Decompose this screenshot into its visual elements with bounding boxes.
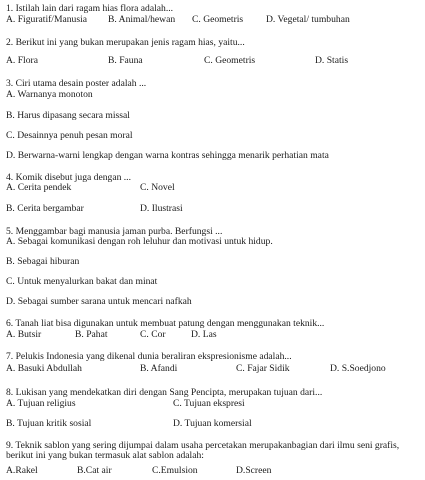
- q8-option-a: A. Tujuan religius: [6, 398, 76, 409]
- question-9: 9. Teknik sablon yang sering dijumpai dalam usaha percetakan merupakanbagian dari ilmu seni grafis, berikut ini yang bukan termasuk alat sablon adalah:: [6, 440, 400, 461]
- q7-option-d: D. S.Soedjono: [330, 363, 386, 374]
- q8-option-c: C. Tujuan ekspresi: [173, 398, 245, 409]
- question-6: 6. Tanah liat bisa digunakan untuk membuat patung dengan menggunakan teknik...: [6, 318, 325, 329]
- q9-option-a: A.Rakel: [6, 465, 38, 476]
- q8-option-d: D. Tujuan komersial: [173, 418, 252, 429]
- q4-option-c: C. Novel: [140, 182, 175, 193]
- q9-option-b: B.Cat air: [77, 465, 112, 476]
- q5-option-d: D. Sebagai sumber sarana untuk mencari nafkah: [6, 296, 192, 307]
- question-3: 3. Ciri utama desain poster adalah ...: [6, 78, 147, 89]
- q6-option-a: A. Butsir: [6, 329, 42, 340]
- q6-option-c: C. Cor: [140, 329, 166, 340]
- q1-option-a: A. Figuratif/Manusia: [6, 14, 88, 25]
- q1-option-d: D. Vegetal/ tumbuhan: [266, 14, 350, 25]
- question-7: 7. Pelukis Indonesia yang dikenal dunia beraliran ekspresionisme adalah...: [6, 351, 292, 362]
- q6-option-b: B. Pahat: [75, 329, 108, 340]
- question-5: 5. Menggambar bagi manusia jaman purba. Berfungsi ...: [6, 226, 223, 237]
- q1-option-c: C. Geometris: [192, 14, 244, 25]
- q9-option-c: C.Emulsion: [152, 465, 198, 476]
- q6-option-d: D. Las: [191, 329, 217, 340]
- q5-option-b: B. Sebagai hiburan: [6, 256, 80, 267]
- q4-option-b: B. Cerita bergambar: [6, 203, 84, 214]
- question-4: 4. Komik disebut juga dengan ...: [6, 172, 131, 183]
- q5-option-c: C. Untuk menyalurkan bakat dan minat: [6, 276, 158, 287]
- q2-option-b: B. Fauna: [108, 55, 143, 66]
- q4-option-d: D. Ilustrasi: [140, 203, 183, 214]
- q2-option-c: C. Geometris: [204, 55, 256, 66]
- q3-option-c: C. Desainnya penuh pesan moral: [6, 130, 133, 141]
- q5-option-a: A. Sebagai komunikasi dengan roh leluhur dan motivasi untuk hidup.: [6, 236, 273, 247]
- q9-option-d: D.Screen: [236, 465, 272, 476]
- q3-option-a: A. Warnanya monoton: [6, 89, 93, 100]
- question-1: 1. Istilah lain dari ragam hias flora adalah...: [6, 3, 174, 14]
- q3-option-d: D. Berwarna-warni lengkap dengan warna kontras sehingga menarik perhatian mata: [6, 150, 329, 161]
- q2-option-d: D. Statis: [315, 55, 349, 66]
- q1-option-b: B. Animal/hewan: [108, 14, 176, 25]
- q3-option-b: B. Harus dipasang secara missal: [6, 110, 130, 121]
- question-2: 2. Berikut ini yang bukan merupakan jenis ragam hias, yaitu...: [6, 37, 245, 48]
- q4-option-a: A. Cerita pendek: [6, 182, 72, 193]
- q7-option-a: A. Basuki Abdullah: [6, 363, 82, 374]
- q8-option-b: B. Tujuan kritik sosial: [6, 418, 92, 429]
- q7-option-c: C. Fajar Sidik: [236, 363, 290, 374]
- q7-option-b: B. Afandi: [140, 363, 178, 374]
- q2-option-a: A. Flora: [6, 55, 38, 66]
- question-8: 8. Lukisan yang mendekatkan diri dengan Sang Pencipta, merupakan tujuan dari...: [6, 387, 323, 398]
